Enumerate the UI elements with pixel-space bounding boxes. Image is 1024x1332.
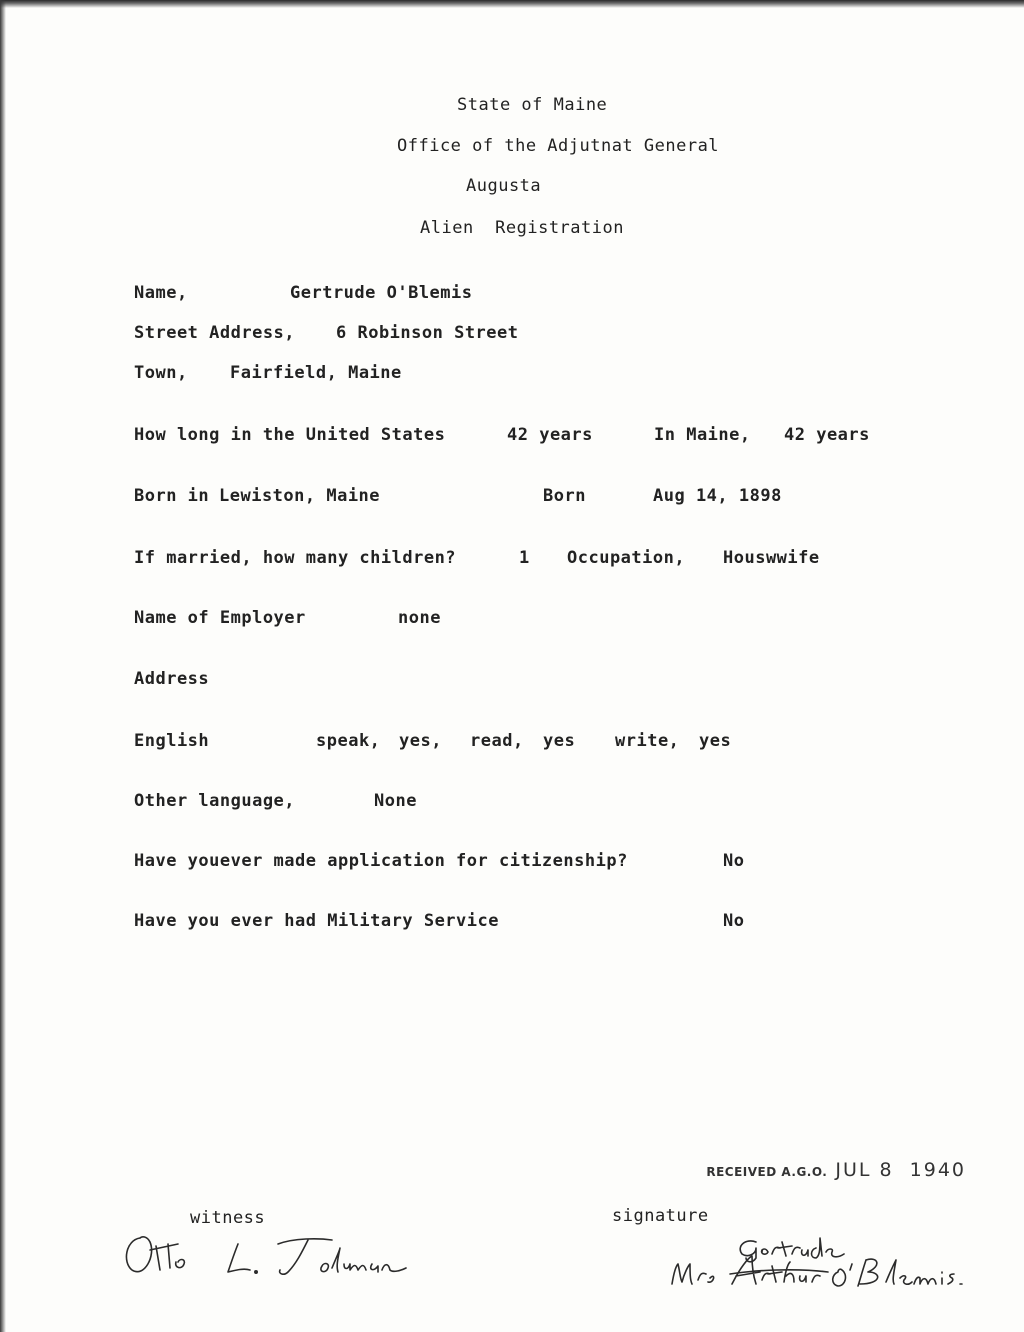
witness-signature	[118, 1226, 418, 1286]
military-label: Have you ever had Military Service	[134, 911, 499, 931]
citizenship-label: Have youever made application for citizenship?	[134, 851, 628, 871]
read-value: yes	[543, 731, 576, 751]
header-office: Office of the Adjutnat General	[397, 136, 720, 156]
scan-top-edge	[0, 0, 1024, 8]
children-label: If married, how many children?	[134, 548, 457, 568]
town-label: Town,	[134, 363, 188, 383]
occupation-value: Houswwife	[723, 548, 820, 568]
born-value: Aug 14, 1898	[653, 486, 782, 506]
write-label: write,	[615, 731, 680, 751]
speak-value: yes,	[399, 731, 442, 751]
occupation-label: Occupation,	[567, 548, 686, 568]
employer-value: none	[398, 608, 441, 628]
read-label: read,	[470, 731, 524, 751]
witness-label: witness	[190, 1208, 266, 1228]
street-value: 6 Robinson Street	[336, 323, 519, 343]
header-form-title: Alien Registration	[420, 218, 624, 238]
write-value: yes	[699, 731, 732, 751]
street-label: Street Address,	[134, 323, 296, 343]
born-in-label: Born in	[134, 486, 210, 506]
how-long-value: 42 years	[507, 425, 593, 445]
name-value: Gertrude O'Blemis	[290, 283, 473, 303]
signature-label: signature	[612, 1206, 709, 1226]
employer-label: Name of Employer	[134, 608, 306, 628]
header-city: Augusta	[466, 176, 542, 196]
other-language-label: Other language,	[134, 791, 296, 811]
address-label: Address	[134, 669, 210, 689]
children-value: 1	[519, 548, 530, 568]
born-in-value: Lewiston, Maine	[219, 486, 381, 506]
in-maine-label: In Maine,	[654, 425, 751, 445]
citizenship-value: No	[723, 851, 745, 871]
how-long-label: How long in the United States	[134, 425, 446, 445]
header-state: State of Maine	[457, 95, 608, 115]
received-stamp	[686, 1140, 966, 1200]
other-language-value: None	[374, 791, 417, 811]
english-label: English	[134, 731, 210, 751]
military-value: No	[723, 911, 745, 931]
applicant-signature	[656, 1228, 996, 1300]
received-stamp-label: RECEIVED A.G.O.	[706, 1165, 828, 1179]
name-label: Name,	[134, 283, 188, 303]
town-value: Fairfield, Maine	[230, 363, 402, 383]
born-label: Born	[543, 486, 586, 506]
speak-label: speak,	[316, 731, 381, 751]
scan-left-edge	[0, 0, 6, 1332]
received-stamp-date: JUL 8 1940	[835, 1159, 967, 1181]
in-maine-value: 42 years	[784, 425, 870, 445]
